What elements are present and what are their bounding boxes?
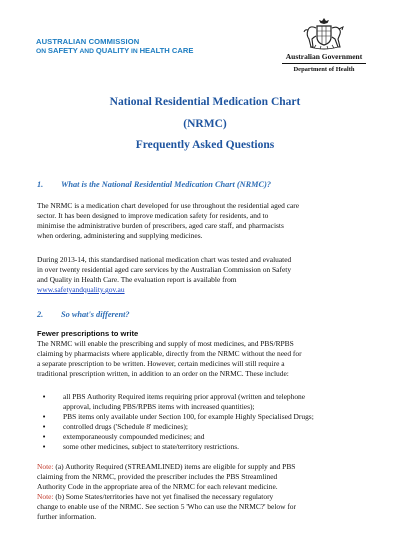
section2-heading: 2. So what's different? bbox=[37, 310, 130, 319]
section1-paragraph1: The NRMC is a medication chart developed for use throughout the residential aged care sector. It has been designed to improve medication safety for residents, and to minimise the administrative burden of prescribers, aged care staff, and pharmacists when ordering, administering and supplying medicines. bbox=[37, 201, 300, 240]
government-divider bbox=[282, 63, 366, 64]
prescription-exceptions-list bbox=[37, 392, 377, 452]
list-item: • some other medicines, subject to state/territory restrictions. bbox=[37, 442, 377, 452]
note-b-label: Note: bbox=[37, 492, 54, 501]
evaluation-report-link[interactable]: www.safetyandquality.gov.au bbox=[37, 285, 125, 294]
note-a-label: Note: bbox=[37, 462, 54, 471]
commission-logo-line1: AUSTRALIAN COMMISSION bbox=[36, 37, 140, 46]
section1-paragraph2: During 2013-14, this standardised national medication chart was tested and evaluated in over twenty residential aged care services by the Australian Commission on Safety and Quality in Health Care. The evaluation report is available from www.safetyandquality.gov.au bbox=[37, 255, 292, 294]
list-item: • all PBS Authority Required items requiring prior approval (written and telephone approval, including PBS/RPBS items with increased quantities); bbox=[37, 392, 377, 412]
government-logo bbox=[272, 17, 376, 74]
note-b: Note: (b) Some States/territories have not yet finalised the necessary regulatory change to enable use of the NRMC. See section 5 'Who can use the NRMC?' below for further information. bbox=[37, 492, 297, 521]
note-a: Note: (a) Authority Required (STREAMLINED) items are eligible for supply and PBS claiming from the NRMC, provided the prescriber includes the PBS Streamlined Authority Code in the appropriate area of the NRMC for each relevant medicine. bbox=[37, 462, 296, 491]
title-line2: (NRMC) bbox=[183, 117, 227, 130]
commission-logo-line2: ON SAFETY AND QUALITY IN HEALTH CARE bbox=[36, 46, 194, 55]
department-name: Department of Health bbox=[293, 66, 355, 73]
title-line3: Frequently Asked Questions bbox=[135, 139, 275, 151]
title-line1: National Residential Medication Chart bbox=[109, 96, 301, 108]
coat-of-arms-icon bbox=[302, 17, 346, 51]
list-item: • PBS items only available under Section 100, for example Highly Specialised Drugs; bbox=[37, 412, 377, 422]
commission-logo bbox=[36, 37, 226, 56]
section2-paragraph: The NRMC will enable the prescribing and supply of most medicines, and PBS/RPBS claiming by pharmacists where applicable, directly from the NRMC without the need for a separate prescription to be written. However, certain medicines will still require a traditional prescription written, in addition to an order on the NRMC. These include: bbox=[37, 339, 302, 378]
list-item: • extemporaneously compounded medicines; and bbox=[37, 432, 377, 442]
list-item: • controlled drugs ('Schedule 8' medicines); bbox=[37, 422, 377, 432]
section1-heading: 1. What is the National Residential Medication Chart (NRMC)? bbox=[37, 180, 271, 189]
section2-subheading: Fewer prescriptions to write bbox=[37, 329, 139, 338]
document-title bbox=[0, 95, 410, 160]
government-name: Australian Government bbox=[285, 52, 363, 61]
